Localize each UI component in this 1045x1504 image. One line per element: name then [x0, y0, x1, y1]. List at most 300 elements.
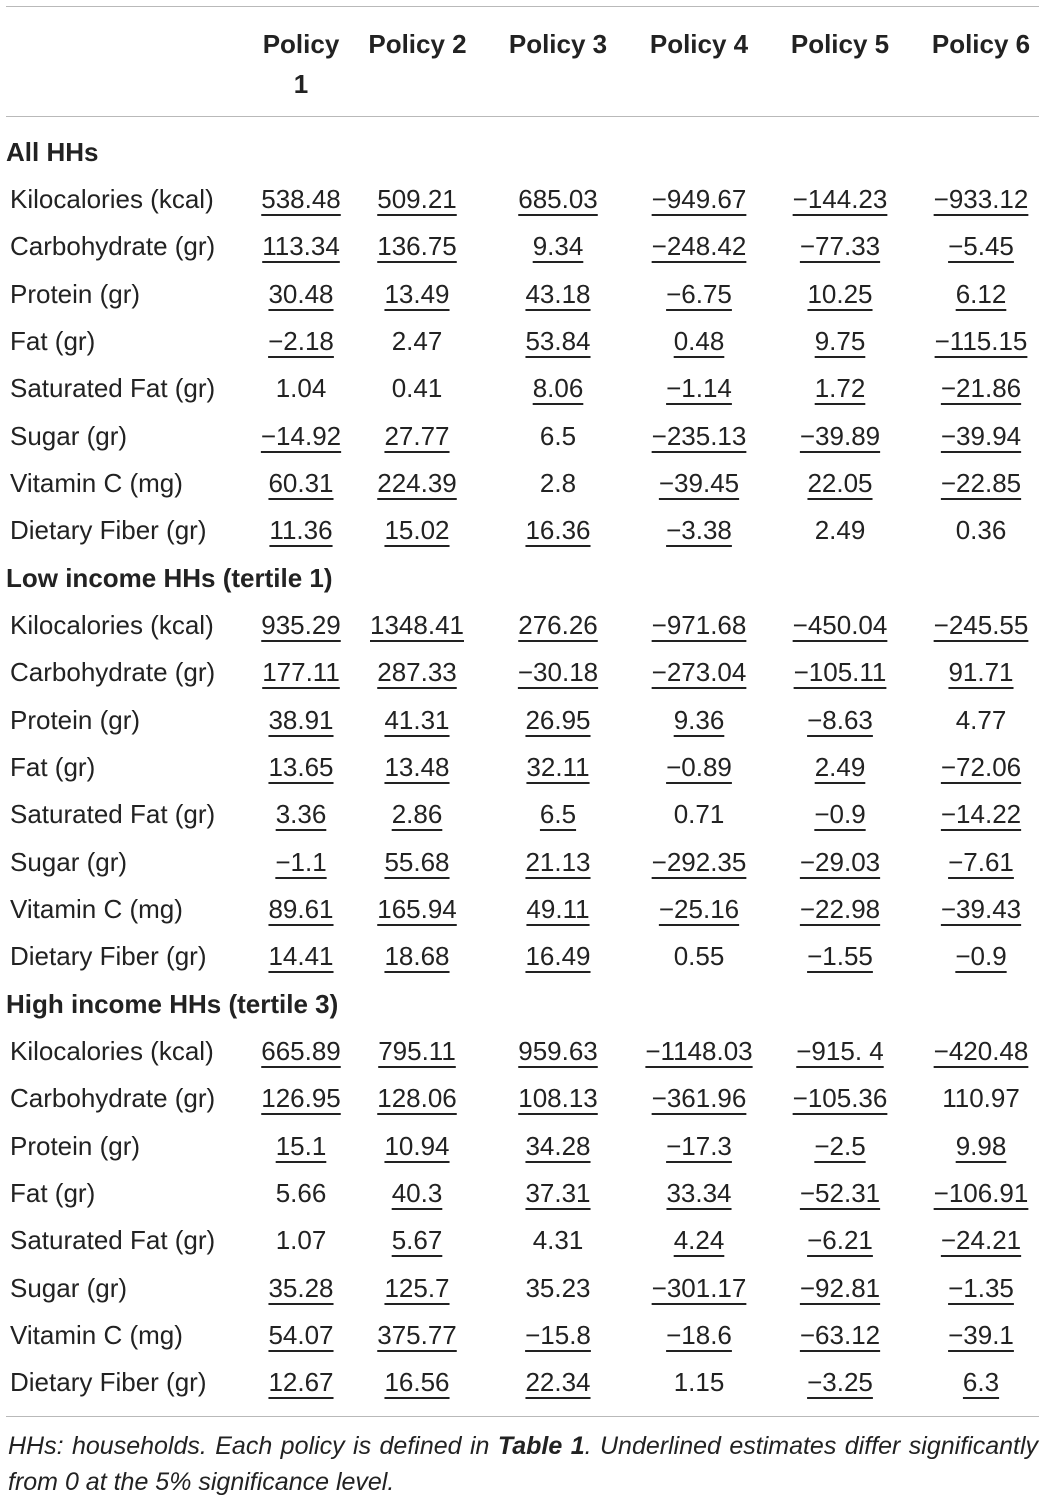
table-row: [0, 839, 1045, 886]
value-cell: [629, 602, 769, 649]
value-cell: [347, 413, 487, 460]
value-text: 177.11: [262, 657, 340, 688]
value-text: 2.49: [814, 751, 866, 782]
value-text: 6.3: [962, 1367, 1000, 1398]
value-text: 959.63: [518, 1036, 598, 1066]
value-cell: [488, 1123, 628, 1170]
value-text: −1.1: [275, 846, 327, 877]
value-cell: [770, 1075, 910, 1122]
value-text: −0.9: [955, 941, 1007, 972]
value-cell: [629, 1123, 769, 1170]
row-label: Protein (gr): [10, 704, 141, 735]
value-text: −72.06: [940, 751, 1022, 782]
value-text: −39.45: [658, 467, 740, 498]
value-text: 108.13: [518, 1083, 598, 1114]
value-cell: [488, 223, 628, 270]
value-text: −52.31: [799, 1177, 881, 1208]
value-text: −235.13: [651, 420, 747, 451]
value-cell: [347, 933, 487, 980]
value-text: −21.86: [940, 373, 1022, 404]
row-label: Dietary Fiber (gr): [10, 941, 207, 972]
row-label: Protein (gr): [10, 278, 141, 309]
value-text: 38.91: [268, 704, 334, 735]
row-label: Carbohydrate (gr): [10, 231, 216, 262]
row-label: Saturated Fat (gr): [10, 799, 216, 830]
value-text: 91.71: [948, 657, 1014, 688]
value-text: −273.04: [651, 657, 747, 688]
value-cell: [629, 1359, 769, 1406]
value-cell: [347, 176, 487, 223]
value-cell: [629, 365, 769, 412]
value-text: 2.8: [539, 467, 577, 498]
table-row: [0, 1217, 1045, 1264]
value-text: 13.65: [268, 751, 334, 782]
value-text: 9.36: [673, 704, 725, 735]
value-text: 22.05: [807, 467, 873, 498]
table-row: [0, 602, 1045, 649]
value-cell: [488, 460, 628, 507]
group-title: Low income HHs (tertile 1): [6, 563, 333, 593]
value-cell: [488, 1075, 628, 1122]
row-label: Carbohydrate (gr): [10, 1083, 216, 1114]
value-text: −5.45: [948, 231, 1014, 262]
table-row: [0, 365, 1045, 412]
value-text: 49.11: [526, 893, 590, 924]
table-row: [0, 1075, 1045, 1122]
value-text: −1148.03: [645, 1036, 753, 1066]
value-cell: [347, 697, 487, 744]
value-text: −2.18: [268, 325, 334, 356]
value-text: −39.43: [940, 893, 1022, 924]
value-cell: [629, 176, 769, 223]
table-row: [0, 1265, 1045, 1312]
value-text: 22.34: [525, 1367, 591, 1398]
value-text: −15.8: [525, 1319, 591, 1350]
footnote-text-after: . Underlined estimates differ significantly from 0 at the 5% significance level.: [8, 1432, 1039, 1496]
value-text: 37.31: [525, 1177, 591, 1208]
value-text: 10.25: [807, 278, 873, 309]
value-cell: [911, 271, 1045, 318]
value-text: −18.6: [666, 1319, 732, 1350]
value-cell: [629, 223, 769, 270]
value-text: −361.96: [651, 1083, 747, 1114]
value-cell: [911, 1217, 1045, 1264]
value-text: −25.16: [658, 893, 740, 924]
value-cell: [347, 602, 487, 649]
footnote-text-before: HHs: households. Each policy is defined in: [8, 1432, 498, 1460]
value-text: −39.94: [940, 420, 1022, 451]
value-text: −915. 4: [796, 1036, 884, 1066]
value-cell: [629, 460, 769, 507]
table-row: [0, 1170, 1045, 1217]
value-text: 9.34: [532, 231, 584, 262]
value-text: 6.5: [539, 799, 577, 830]
value-cell: [770, 318, 910, 365]
value-text: 11.36: [269, 515, 333, 546]
value-cell: [347, 460, 487, 507]
col-header-policy-6: Policy 6: [931, 29, 1031, 59]
value-text: 1.07: [275, 1225, 327, 1256]
value-cell: [770, 223, 910, 270]
value-cell: [770, 176, 910, 223]
col-header-policy-2: Policy 2: [368, 29, 467, 59]
value-cell: [629, 649, 769, 696]
row-label: Dietary Fiber (gr): [10, 1367, 207, 1398]
value-text: −29.03: [799, 846, 881, 877]
row-label: Fat (gr): [10, 325, 96, 356]
value-cell: [770, 1359, 910, 1406]
table-row: [0, 413, 1045, 460]
value-cell: [629, 839, 769, 886]
value-text: 40.3: [391, 1177, 443, 1208]
value-cell: [488, 176, 628, 223]
value-cell: [488, 507, 628, 554]
value-cell: [347, 1265, 487, 1312]
value-text: 276.26: [518, 610, 598, 640]
value-text: 53.84: [525, 325, 591, 356]
value-text: −245.55: [933, 610, 1029, 640]
value-text: 538.48: [261, 184, 341, 214]
value-cell: [911, 318, 1045, 365]
value-text: −115.15: [934, 325, 1028, 356]
value-cell: [911, 933, 1045, 980]
value-text: 16.56: [384, 1367, 450, 1398]
value-text: 4.77: [955, 704, 1007, 735]
value-text: −7.61: [948, 846, 1014, 877]
value-cell: [347, 507, 487, 554]
value-cell: [488, 1359, 628, 1406]
table-row: [0, 791, 1045, 838]
table-row: [0, 176, 1045, 223]
value-cell: [770, 507, 910, 554]
value-text: 16.36: [525, 515, 591, 546]
value-cell: [347, 1217, 487, 1264]
value-text: −933.12: [933, 184, 1029, 214]
value-text: −248.42: [651, 231, 747, 262]
value-cell: [629, 744, 769, 791]
value-text: 12.67: [268, 1367, 334, 1398]
value-text: 9.98: [955, 1130, 1007, 1161]
bottom-rule: [6, 1416, 1039, 1417]
table-row: [0, 460, 1045, 507]
value-text: 3.36: [275, 799, 327, 830]
row-label: Kilocalories (kcal): [10, 1036, 214, 1066]
value-text: 5.66: [275, 1177, 327, 1208]
row-label: Kilocalories (kcal): [10, 184, 214, 214]
value-text: 10.94: [384, 1130, 450, 1161]
footnote-table-ref: Table 1: [497, 1432, 585, 1460]
value-cell: [629, 318, 769, 365]
value-cell: [488, 791, 628, 838]
table-row: [0, 886, 1045, 933]
value-cell: [488, 744, 628, 791]
row-label: Fat (gr): [10, 751, 96, 782]
value-text: 5.67: [391, 1225, 443, 1256]
value-cell: [770, 791, 910, 838]
table-row: [0, 1312, 1045, 1359]
value-text: −92.81: [799, 1272, 881, 1303]
value-cell: [911, 1123, 1045, 1170]
table-row: [0, 318, 1045, 365]
value-text: 0.41: [391, 373, 443, 404]
value-text: −17.3: [666, 1130, 732, 1161]
value-cell: [911, 744, 1045, 791]
value-cell: [347, 744, 487, 791]
value-text: 13.49: [384, 278, 450, 309]
value-cell: [488, 365, 628, 412]
row-label: Carbohydrate (gr): [10, 657, 216, 688]
value-cell: [629, 1170, 769, 1217]
value-cell: [488, 697, 628, 744]
value-text: 55.68: [384, 846, 450, 877]
value-text: 224.39: [377, 467, 457, 498]
value-text: −1.35: [948, 1272, 1014, 1303]
value-text: 18.68: [384, 941, 450, 972]
value-cell: [629, 271, 769, 318]
row-label: Vitamin C (mg): [10, 1319, 183, 1350]
value-cell: [488, 839, 628, 886]
value-cell: [770, 413, 910, 460]
value-text: −949.67: [651, 184, 747, 214]
value-cell: [911, 1312, 1045, 1359]
value-cell: [488, 1170, 628, 1217]
value-cell: [488, 318, 628, 365]
value-text: −301.17: [651, 1272, 747, 1303]
value-text: 4.24: [673, 1225, 725, 1256]
value-cell: [629, 886, 769, 933]
value-cell: [770, 1312, 910, 1359]
value-cell: [347, 791, 487, 838]
value-text: 795.11: [378, 1036, 456, 1066]
value-text: 41.31: [384, 704, 450, 735]
value-text: −39.1: [948, 1319, 1014, 1350]
value-cell: [911, 697, 1045, 744]
row-label: Sugar (gr): [10, 420, 128, 451]
value-text: −22.85: [940, 467, 1022, 498]
value-text: −0.89: [666, 751, 732, 782]
value-cell: [347, 649, 487, 696]
value-text: 1348.41: [370, 610, 464, 640]
value-text: 0.71: [673, 799, 725, 830]
value-cell: [629, 933, 769, 980]
value-text: −39.89: [799, 420, 881, 451]
value-cell: [488, 413, 628, 460]
value-text: −2.5: [814, 1130, 866, 1161]
value-text: 136.75: [377, 231, 457, 262]
value-cell: [911, 365, 1045, 412]
value-cell: [629, 1265, 769, 1312]
value-cell: [347, 318, 487, 365]
value-text: −0.9: [814, 799, 866, 830]
value-text: −3.25: [807, 1367, 873, 1398]
value-cell: [347, 365, 487, 412]
value-text: 15.1: [275, 1130, 327, 1161]
value-cell: [911, 176, 1045, 223]
value-cell: [911, 839, 1045, 886]
value-text: 6.12: [955, 278, 1007, 309]
value-cell: [629, 697, 769, 744]
value-text: 0.36: [955, 515, 1007, 546]
value-cell: [770, 649, 910, 696]
value-text: 43.18: [525, 278, 591, 309]
value-text: 6.5: [539, 420, 577, 451]
value-cell: [629, 791, 769, 838]
value-cell: [347, 1170, 487, 1217]
value-cell: [488, 933, 628, 980]
value-text: 2.86: [391, 799, 443, 830]
header-rule: [6, 116, 1039, 117]
value-text: 509.21: [377, 184, 457, 214]
value-cell: [770, 933, 910, 980]
value-text: −105.36: [792, 1083, 888, 1114]
value-text: −420.48: [933, 1036, 1029, 1066]
value-cell: [911, 507, 1045, 554]
value-text: −24.21: [940, 1225, 1022, 1256]
value-cell: [770, 744, 910, 791]
value-text: 0.48: [673, 325, 725, 356]
value-text: 4.31: [532, 1225, 584, 1256]
value-cell: [488, 602, 628, 649]
table-row: [0, 271, 1045, 318]
row-label: Fat (gr): [10, 1177, 96, 1208]
value-text: −22.98: [799, 893, 881, 924]
value-text: 2.47: [391, 325, 443, 356]
value-text: 125.7: [384, 1272, 450, 1303]
value-cell: [488, 1217, 628, 1264]
value-cell: [770, 271, 910, 318]
row-label: Kilocalories (kcal): [10, 610, 214, 640]
row-label: Sugar (gr): [10, 846, 128, 877]
value-cell: [770, 886, 910, 933]
value-text: −30.18: [517, 657, 599, 688]
value-text: 9.75: [814, 325, 866, 356]
value-cell: [629, 1075, 769, 1122]
value-text: 126.95: [261, 1083, 341, 1114]
value-cell: [911, 1359, 1045, 1406]
value-cell: [911, 649, 1045, 696]
value-text: 54.07: [268, 1319, 334, 1350]
value-cell: [770, 365, 910, 412]
value-text: 35.23: [525, 1272, 591, 1303]
value-cell: [347, 1028, 487, 1075]
value-cell: [629, 1217, 769, 1264]
value-text: 27.77: [384, 420, 450, 451]
value-text: −106.91: [933, 1177, 1029, 1208]
col-header-policy-1: Policy 1: [262, 29, 340, 99]
value-text: −971.68: [651, 610, 747, 640]
value-text: −63.12: [799, 1319, 881, 1350]
row-label: Dietary Fiber (gr): [10, 515, 207, 546]
value-text: 128.06: [377, 1083, 457, 1114]
value-text: −1.14: [666, 373, 732, 404]
value-text: 30.48: [268, 278, 334, 309]
table-row: [0, 649, 1045, 696]
value-text: −105.11: [793, 657, 887, 688]
value-text: −1.55: [807, 941, 873, 972]
value-cell: [911, 886, 1045, 933]
value-cell: [629, 1312, 769, 1359]
value-cell: [347, 223, 487, 270]
value-cell: [770, 1170, 910, 1217]
value-text: 60.31: [268, 467, 334, 498]
value-text: 13.48: [384, 751, 450, 782]
value-text: −77.33: [799, 231, 881, 262]
value-text: 16.49: [525, 941, 591, 972]
table-row: [0, 697, 1045, 744]
value-text: 113.34: [262, 231, 340, 262]
value-cell: [347, 1359, 487, 1406]
table-row: [0, 744, 1045, 791]
value-cell: [488, 271, 628, 318]
value-cell: [347, 886, 487, 933]
value-text: −450.04: [792, 610, 888, 640]
value-cell: [770, 460, 910, 507]
value-text: −3.38: [666, 515, 732, 546]
table-row: [0, 933, 1045, 980]
value-text: 26.95: [525, 704, 591, 735]
value-cell: [911, 1170, 1045, 1217]
value-text: 0.55: [673, 941, 725, 972]
value-text: 15.02: [384, 515, 450, 546]
value-cell: [629, 1028, 769, 1075]
value-text: −6.75: [666, 278, 732, 309]
top-rule: [6, 6, 1039, 7]
value-text: 110.97: [942, 1083, 1020, 1114]
value-text: 33.34: [666, 1177, 732, 1208]
value-cell: [911, 1265, 1045, 1312]
row-label: Saturated Fat (gr): [10, 373, 216, 404]
value-text: 935.29: [261, 610, 341, 640]
value-text: 2.49: [814, 515, 866, 546]
value-cell: [488, 886, 628, 933]
value-text: 1.15: [673, 1367, 725, 1398]
row-label: Protein (gr): [10, 1130, 141, 1161]
value-text: 21.13: [525, 846, 591, 877]
value-text: −144.23: [792, 184, 888, 214]
value-cell: [629, 507, 769, 554]
value-text: 8.06: [532, 373, 584, 404]
value-text: −292.35: [651, 846, 747, 877]
value-text: 32.11: [526, 751, 590, 782]
table-row: [0, 507, 1045, 554]
value-text: 287.33: [377, 657, 457, 688]
row-label: Sugar (gr): [10, 1272, 128, 1303]
value-cell: [770, 697, 910, 744]
row-label: Vitamin C (mg): [10, 893, 183, 924]
value-cell: [488, 1265, 628, 1312]
value-text: 1.72: [814, 373, 866, 404]
value-cell: [911, 413, 1045, 460]
value-cell: [488, 649, 628, 696]
value-cell: [770, 1217, 910, 1264]
value-text: −6.21: [807, 1225, 873, 1256]
value-cell: [770, 1028, 910, 1075]
value-cell: [911, 791, 1045, 838]
value-cell: [347, 839, 487, 886]
value-text: 1.04: [275, 373, 327, 404]
value-text: 375.77: [377, 1319, 457, 1350]
value-cell: [488, 1028, 628, 1075]
value-cell: [770, 839, 910, 886]
table-row: [0, 223, 1045, 270]
value-cell: [629, 413, 769, 460]
value-cell: [911, 1075, 1045, 1122]
value-cell: [770, 1123, 910, 1170]
value-cell: [911, 602, 1045, 649]
col-header-policy-4: Policy 4: [649, 29, 749, 59]
value-text: 665.89: [261, 1036, 341, 1066]
value-cell: [911, 1028, 1045, 1075]
